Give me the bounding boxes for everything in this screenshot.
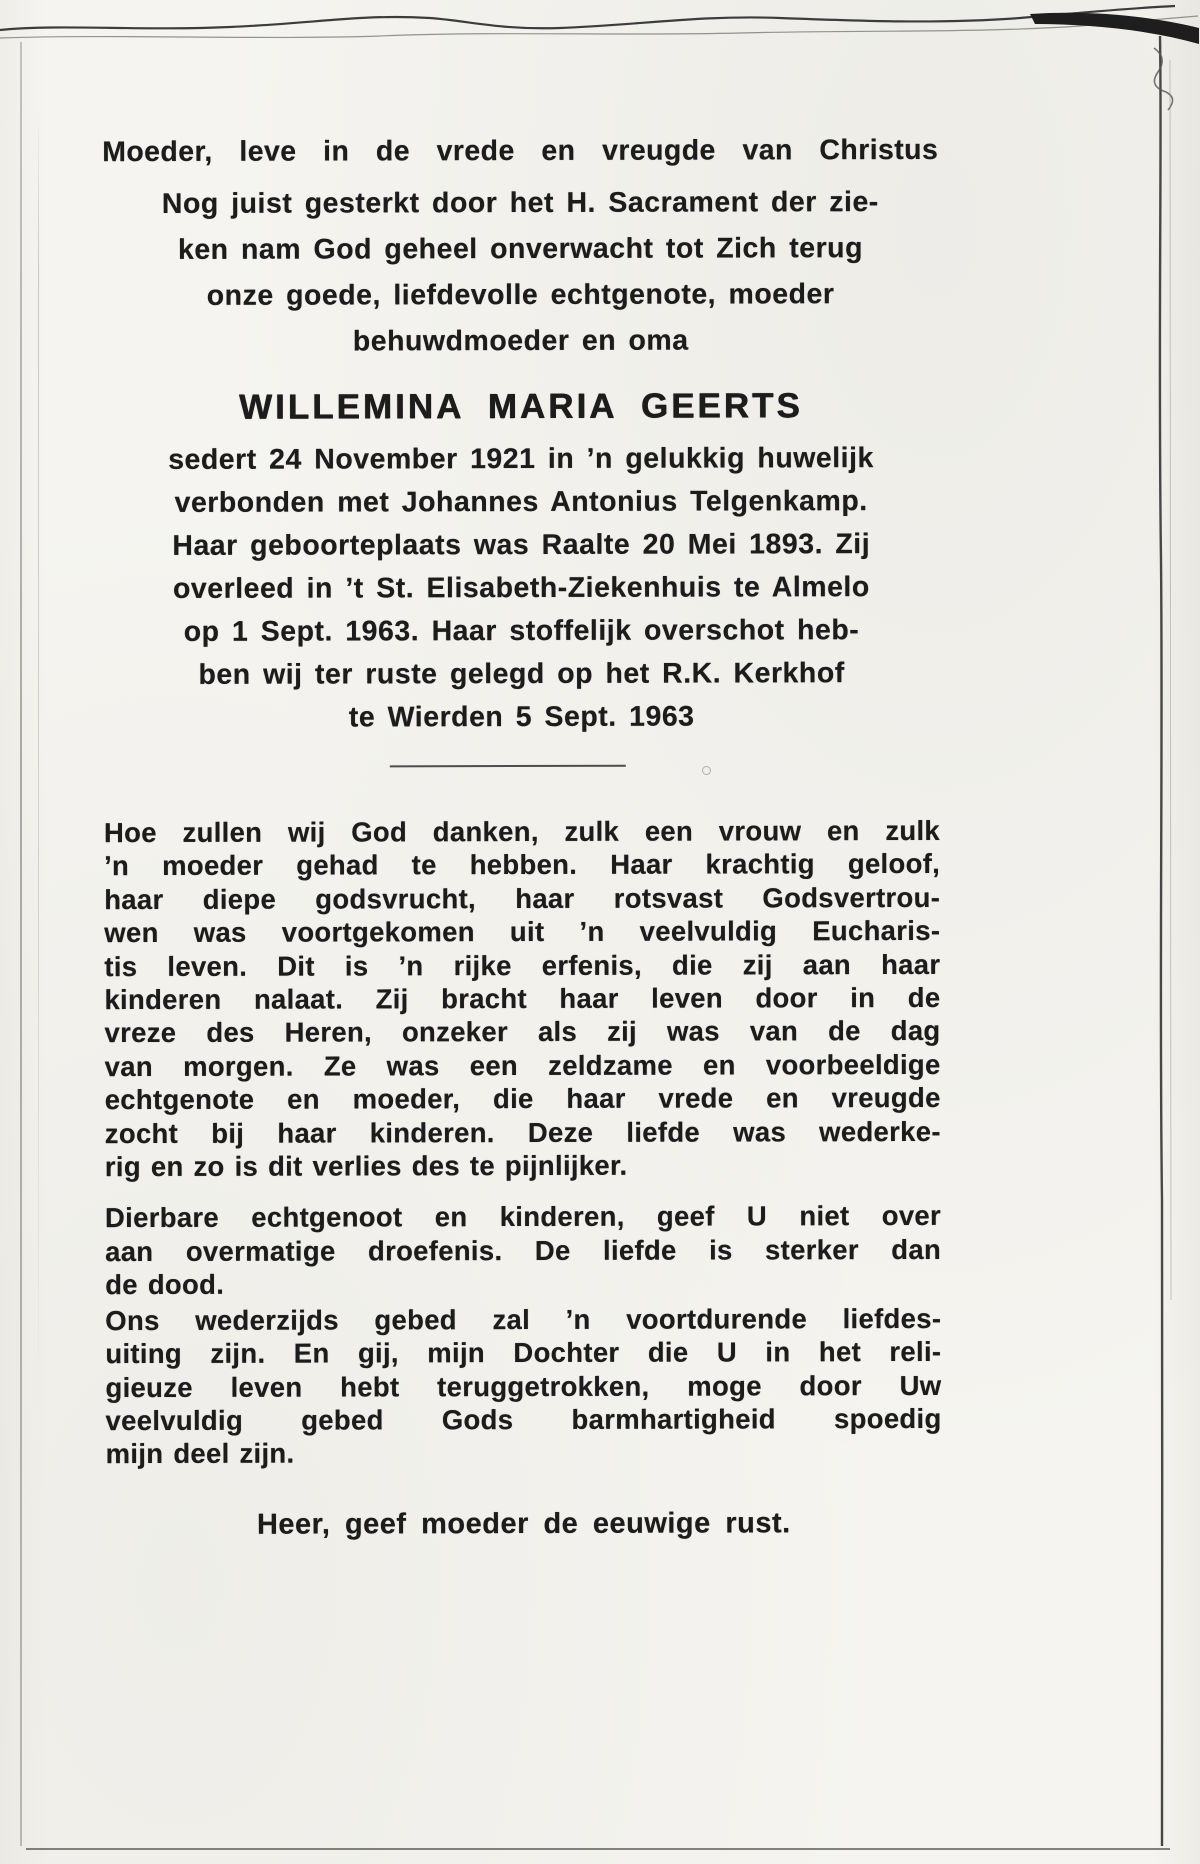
consolation-paragraph: Dierbare echtgenoot en kinderen, geef U niet over aan overmatige droefenis. De liefde is sterker dan de dood. — [104, 1200, 942, 1301]
closing-prayer: Heer, geef moeder de eeuwige rust. — [256, 1507, 791, 1541]
scan-artifact-bottom-edge — [26, 1848, 1170, 1850]
death-announcement: Nog juist gesterkt door het H. Sacrament der zie- ken nam God geheel onverwacht tot Zich terug onze goede, liefdevolle echtgenote, moeder behuwdmoeder en oma — [161, 186, 879, 358]
deceased-name: WILLEMINA MARIA GEERTS — [238, 386, 803, 427]
card-text — [102, 125, 942, 1545]
epigraph: Moeder, leve in de vrede en vreugde van Christus — [102, 133, 939, 169]
divider-line — [390, 765, 626, 768]
scan-artifact-left-fold — [38, 110, 39, 1430]
prayer-request-paragraph: Ons wederzijds gebed zal ’n voortdurende liefdes- uiting zijn. En gij, mijn Dochter die U in het reli- gieuze leven hebt teruggetrokken, moge door Uw veelvuldig gebed Gods barmhartigheid spoedig mijn deel zijn. — [105, 1302, 942, 1470]
scan-artifact-top-edge — [0, 0, 1200, 70]
scan-artifact-left-edge — [20, 42, 22, 1846]
memorial-paragraph: Hoe zullen wij God danken, zulk een vrouw en zulk ’n moeder gehad te hebben. Haar krachtig geloof, haar diepe godsvrucht, haar rotsvast Godsvertrou- wen was voortgekomen uit ’n veelvuldig Eucharis- tis leven. Dit is ’n rijke erfenis, die zij aan haar kinderen nalaat. Zij bracht haar leven door in de vreze des Heren, onzeker als zij was van de dag van morgen. Ze was een zeldzame en voorbeeldige echtgenote en moeder, die haar vrede en vreugde zocht bij haar kinderen. Deze liefde was wederke- rig en zo is dit verlies des te pijnlijker. — [103, 814, 941, 1183]
biography: sedert 24 November 1921 in ’n gelukkig huwelijk verbonden met Johannes Antonius Telgenkamp. Haar geboorteplaats was Raalte 20 Mei 1893. Zij overleed in ’t St. Elisabeth-Ziekenhuis te Almelo op 1 Sept. 1963. Haar stoffelijk overschot heb- ben wij ter ruste gelegd op het R.K. Kerkhof te Wierden 5 Sept. 1963 — [168, 442, 874, 734]
scan-artifact-right-edge — [1140, 0, 1200, 1864]
